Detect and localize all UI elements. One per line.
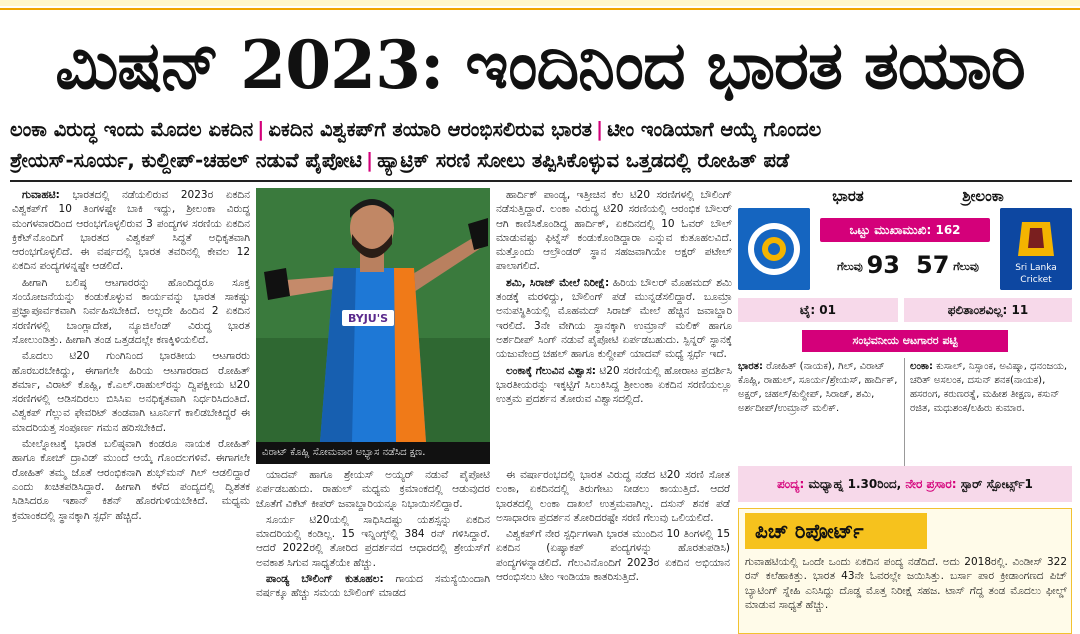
- broadcast-value: ಸ್ಟಾರ್ ಸ್ಪೋರ್ಟ್ಸ್1: [956, 477, 1033, 491]
- paragraph-text: ಗಾಯದ ಸಮಸ್ಯೆಯಿಂದಾಗಿ ವರ್ಷಕ್ಕೂ ಹೆಚ್ಚು ಸಮಯ ಬೌಲಿಂಗ್ ಮಾಡದ: [256, 573, 490, 600]
- sl-logo-text: Cricket: [1020, 275, 1052, 285]
- subhead-part-1: ಲಂಕಾ ವಿರುದ್ಧ ಇಂದು ಮೊದಲ ಏಕದಿನ: [10, 118, 254, 141]
- article-paragraph: [256, 572, 490, 601]
- head-to-head-panel: [738, 186, 1072, 504]
- bcci-logo-icon: [738, 208, 810, 290]
- subhead-part-2: ಏಕದಿನ ವಿಶ್ವಕಪ್‌ಗೆ ತಯಾರಿ ಆರಂಭಿಸಲಿರುವ ಭಾರತ: [268, 118, 592, 141]
- divider: [904, 358, 905, 478]
- subhead-separator: |: [596, 118, 604, 141]
- subhead-part-3: ಟೀಂ ಇಂಡಿಯಾಗೆ ಆಯ್ಕೆ ಗೊಂದಲ: [607, 118, 822, 141]
- sl-logo-text: Sri Lanka: [1015, 263, 1057, 273]
- photo-caption: ವಿರಾಟ್ ಕೊಹ್ಲಿ ಸೋಮವಾರ ಅಭ್ಯಾಸ ನಡೆಸಿದ ಕ್ಷಣ.: [256, 442, 490, 464]
- team-india-label: ಭಾರತ: [832, 187, 864, 205]
- srilanka-wins: [916, 250, 996, 280]
- paragraph-text: ಮೊದಲು ಟಿ20 ಗುಂಗಿನಿಂದ ಭಾರತೀಯ ಆಟಗಾರರು ಹೊರಬರಬೇಕಿದ್ದು, ಈಗಾಗಲೇ ಹಿರಿಯ ಆಟಗಾರರಾದ ರೋಹಿತ್ ಶರ್ಮಾ, ವಿರಾಟ್ ಕೊಹ್ಲಿ, ಕೆ.ಎಲ್.ರಾಹುಲ್‌ರನ್ನು ದ್ವಿಪಕ್ಷೀಯ ಟಿ20 ಸರಣಿಗಳಲ್ಲಿ ಆಡಿಸದಿರಲು ಬಿಸಿಸಿಐ ಅನಧಿಕೃತವಾಗಿ ನಿರ್ಧರಿಸಿದಂತಿದೆ. ವಿಶ್ವಕಪ್ ಗೆಲ್ಲುವ ಫೇವರಿಟ್ ತಂಡವಾಗಿ ಟೂರ್ನಿಗೆ ಕಾಲಿಡಬೇಕಿದ್ದರೆ ಈ ಮಾದರಿಯತ್ತ ಸಂಪೂರ್ಣ ಗಮನ ಹರಿಸಬೇಕಿದೆ.: [12, 350, 250, 434]
- lower-article-block: [256, 468, 732, 634]
- wins-label: ಗೆಲುವು: [837, 260, 863, 273]
- subhead-part-5: ಹ್ಯಾಟ್ರಿಕ್ ಸರಣಿ ಸೋಲು ತಪ್ಪಿಸಿಕೊಳ್ಳುವ ಒತ್ತಡದಲ್ಲಿ ರೋಹಿತ್ ಪಡೆ: [377, 149, 790, 172]
- pitch-report-box: [738, 508, 1072, 634]
- article-paragraph: [12, 188, 250, 274]
- paragraph-text: ಭಾರತದಲ್ಲಿ ನಡೆಯಲಿರುವ 2023ರ ಏಕದಿನ ವಿಶ್ವಕಪ್‌ಗೆ 10 ತಿಂಗಳಷ್ಟೇ ಬಾಕಿ ಇದ್ದು, ಶ್ರೀಲಂಕಾ ವಿರುದ್ಧ ಮಂಗಳವಾರದಿಂದ ಆರಂಭಗೊಳ್ಳಲಿರುವ 3 ಪಂದ್ಯಗಳ ಸರಣಿಯ ಏಕದಿನ ಕ್ರಿಕೆಟ್‌ನೊಂದಿಗೆ ಭಾರತದ ವಿಶ್ವಕಪ್ ಸಿದ್ಧತೆ ಅಧಿಕೃತವಾಗಿ ಆರಂಭಗೊಳ್ಳಲಿದೆ. ಈ ವರ್ಷದಲ್ಲಿ ಭಾರತ ತವರಿನಲ್ಲಿ ಕೇವಲ 12 ಏಕದಿನ ಪಂದ್ಯಗಳನ್ನಷ್ಟೇ ಆಡಲಿದೆ.: [12, 189, 250, 273]
- paragraph-text: ಸೂರ್ಯ ಟಿ20ಯಲ್ಲಿ ಸಾಧಿಸಿದಷ್ಟು ಯಶಸ್ಸನ್ನು ಏಕದಿನ ಮಾದರಿಯಲ್ಲಿ ಕಂಡಿಲ್ಲ. 15 ಇನ್ನಿಂಗ್ಸ್‌ಲ್ಲಿ 384 ರನ್ ಗಳಿಸಿದ್ದಾರೆ. ಆದರೆ 2022ರಲ್ಲಿ ತೋರಿದ ಪ್ರದರ್ಶನದ ಆಧಾರದಲ್ಲಿ ಶ್ರೇಯಸ್‌ಗೆ ಅವಕಾಶ ಸಿಗುವ ಸಾಧ್ಯತೆಯೇ ಹೆಚ್ಚು.: [256, 513, 490, 569]
- sri-lanka-cricket-logo-icon: [1000, 208, 1072, 290]
- headline: ಮಿಷನ್ 2023: ಇಂದಿನಿಂದ ಭಾರತ ತಯಾರಿ: [55, 26, 1025, 104]
- subhead-part-4: ಶ್ರೇಯಸ್-ಸೂರ್ಯ, ಕುಲ್ದೀಪ್-ಚಹಲ್ ನಡುವೆ ಪೈಪೋಟಿ: [10, 149, 363, 172]
- headline-rule: [10, 180, 1072, 182]
- tie-count: ಟೈ: 01: [738, 298, 898, 322]
- india-wins: [820, 250, 900, 280]
- paragraph-text: ಮೇಲ್ನೋಟಕ್ಕೆ ಭಾರತ ಬಲಿಷ್ಠವಾಗಿ ಕಂಡರೂ ನಾಯಕ ರೋಹಿತ್ ಹಾಗೂ ಕೋಚ್ ದ್ರಾವಿಡ್ ಮುಂದೆ ಆಯ್ಕೆ ಗೊಂದಲಗಳಿವೆ. ಈಗಾಗಲೇ ರೋಹಿತ್ ತಮ್ಮ ಜೊತೆ ಆರಂಭಿಕನಾಗಿ ಶುಭ್‌ಮನ್ ಗಿಲ್ ಆಡಲಿದ್ದಾರೆ ಎಂದು ಖಚಿತಪಡಿಸಿದ್ದಾರೆ. ಹೀಗಾಗಿ ಕಳೆದ ಪಂದ್ಯದಲ್ಲಿ ದ್ವಿಶತಕ ಸಿಡಿಸಿದರೂ ಇಶಾನ್ ಕಿಶನ್ ಹೊರಗುಳಿಯಬೇಕಿದೆ. ಮಧ್ಯಮ ಕ್ರಮಾಂಕದಲ್ಲಿ ಸ್ಥಾನಕ್ಕಾಗಿ ಸ್ಪರ್ಧೆ ಹೆಚ್ಚಿದೆ.: [12, 438, 250, 522]
- article-column-1: [12, 188, 250, 634]
- article-paragraph: [12, 437, 250, 523]
- article-column-3: [496, 188, 732, 436]
- subheadline: [10, 114, 1072, 178]
- paragraph-text: ಟಿ20 ಸರಣಿಯಲ್ಲಿ ಹೋರಾಟ ಪ್ರದರ್ಶಿಸಿ ಭಾರತೀಯರನ್ನು ಇಕ್ಕಟ್ಟಿಗೆ ಸಿಲುಕಿಸಿದ್ದ ಶ್ರೀಲಂಕಾ ಏಕದಿನ ಸರಣಿಯಲ್ಲೂ ಉತ್ತಮ ಪ್ರದರ್ಶನ ತೋರುವ ವಿಶ್ವಾಸದಲ್ಲಿದೆ.: [496, 364, 732, 406]
- article-paragraph: [256, 513, 490, 570]
- wins-label: ಗೆಲುವು: [953, 260, 979, 273]
- broadcast-label: ನೇರ ಪ್ರಸಾರ:: [901, 477, 957, 491]
- article-column-2-lower: [256, 468, 490, 634]
- subheading: ಪಾಂಡ್ಯ ಬೌಲಿಂಗ್ ಕುತೂಹಲ:: [266, 573, 384, 586]
- paragraph-text: ಹಾರ್ದಿಕ್ ಪಾಂಡ್ಯ, ಇತ್ತೀಚಿನ ಕೆಲ ಟಿ20 ಸರಣಿಗಳಲ್ಲಿ ಬೌಲಿಂಗ್ ನಡೆಸುತ್ತಿದ್ದಾರೆ. ಲಂಕಾ ವಿರುದ್ಧ ಟಿ20 ಸರಣಿಯಲ್ಲಿ ಆರಂಭಿಕ ಬೌಲರ್ ಆಗಿ ಕಾಣಿಸಿಕೊಂಡಿದ್ದ ಹಾರ್ದಿಕ್, ಏಕದಿನದಲ್ಲಿ 10 ಓವರ್ ಬೌಲ್ ಮಾಡುವಷ್ಟು ಫಿಟ್ನೆಸ್ ಕಂಡುಕೊಂಡಿದ್ದಾರಾ ಎನ್ನುವ ಕುತೂಹಲವಿದೆ. ಮತ್ತೊಂದು ಆಲ್ರೌಂಡರ್ ಸ್ಥಾನ ಸಹಜವಾಗಿಯೇ ಅಕ್ಷರ್ ಪಟೇಲ್ ಪಾಲಾಗಲಿದೆ.: [496, 189, 732, 273]
- jersey-sponsor-text: BYJU'S: [347, 312, 389, 325]
- subhead-separator: |: [366, 149, 374, 172]
- subheading: ಶಮಿ, ಸಿರಾಜ್ ಮೇಲೆ ನಿರೀಕ್ಷೆ:: [506, 276, 610, 289]
- subhead-separator: |: [257, 118, 265, 141]
- article-paragraph: [496, 468, 730, 525]
- timing-value: ಮಧ್ಯಾಹ್ನ 1.30ರಿಂದ,: [804, 477, 902, 491]
- xi-team-label: ಭಾರತ:: [738, 361, 763, 372]
- srilanka-wins-count: 57: [916, 251, 950, 279]
- india-wins-count: 93: [866, 251, 900, 279]
- pitch-report-text: ಗುವಾಹಟಿಯಲ್ಲಿ ಒಂದೇ ಒಂದು ಏಕದಿನ ಪಂದ್ಯ ನಡೆದಿದೆ. ಅದು 2018ರಲ್ಲಿ. ವಿಂಡೀಸ್ 322 ರನ್ ಕಲೆಹಾಕಿತ್ತು. ಭಾರತ 43ನೇ ಓವರಲ್ಲೇ ಜಯಿಸಿತ್ತು. ಬರ್ಸಾ ಪಾರ ಕ್ರೀಡಾಂಗಣದ ಪಿಚ್ ಬ್ಯಾಟಿಂಗ್ ಸ್ನೇಹಿ ಎನಿಸಿದ್ದು ದೊಡ್ಡ ಮೊತ್ತ ನಿರೀಕ್ಷೆ ಸಹಜ. ಟಾಸ್ ಗೆದ್ದ ತಂಡ ಮೊದಲು ಫೀಲ್ಡ್ ಮಾಡುವ ಸಾಧ್ಯತೆ ಹೆಚ್ಚು.: [745, 556, 1067, 611]
- article-paragraph: [496, 188, 732, 274]
- top-rule: [0, 0, 1080, 10]
- dateline: ಗುವಾಹಟಿ:: [22, 189, 60, 201]
- match-timing-bar: [738, 466, 1072, 502]
- article-column-3-lower: [496, 468, 730, 634]
- article-paragraph: [256, 468, 490, 511]
- xi-players: ರೋಹಿತ್ (ನಾಯಕ), ಗಿಲ್, ವಿರಾಟ್ ಕೊಹ್ಲಿ, ರಾಹುಲ್, ಸೂರ್ಯ/ಶ್ರೇಯಸ್, ಹಾರ್ದಿಕ್, ಅಕ್ಷರ್, ಚಹಲ್/ಕುಲ್ದೀಪ್, ಸಿರಾಜ್, ಶಮಿ, ಅರ್ಶದೀಪ್/ಉಮ್ರಾನ್ ಮಲಿಕ್.: [738, 361, 898, 414]
- kohli-illustration: [256, 188, 490, 442]
- no-result-count: ಫಲಿತಾಂಶವಿಲ್ಲ: 11: [904, 298, 1072, 322]
- head-to-head-total: ಒಟ್ಟು ಮುಖಾಮುಖಿ: 162: [820, 218, 990, 242]
- article-paragraph: [12, 349, 250, 435]
- article-paragraph: [12, 276, 250, 347]
- article-paragraph: [496, 276, 732, 362]
- article-paragraph: [496, 364, 732, 407]
- probable-xi-label: ಸಂಭವನೀಯ ಆಟಗಾರರ ಪಟ್ಟಿ: [802, 330, 1008, 352]
- paragraph-text: ಯಾದವ್ ಹಾಗೂ ಶ್ರೇಯಸ್ ಅಯ್ಯರ್ ನಡುವೆ ಪೈಪೋಟಿ ಏರ್ಪಡಬಹುದು. ರಾಹುಲ್ ಮಧ್ಯಮ ಕ್ರಮಾಂಕದಲ್ಲಿ ಆಡುವುದರ ಜೊತೆಗೆ ವಿಕೆಟ್ ಕೀಪರ್ ಜವಾಬ್ದಾರಿಯನ್ನೂ ನಿಭಾಯಿಸಲಿದ್ದಾರೆ.: [256, 469, 490, 510]
- paragraph-text: ಹಿರಿಯ ಬೌಲರ್ ಮೊಹಮದ್ ಶಮಿ ತಂಡಕ್ಕೆ ಮರಳಿದ್ದು, ಬೌಲಿಂಗ್ ಪಡೆ ಮುನ್ನಡೆಸಲಿದ್ದಾರೆ. ಬೂಮ್ರಾ ಅನುಪಸ್ಥಿತಿಯಲ್ಲಿ ಮೊಹಮದ್ ಸಿರಾಜ್ ಮೇಲೆ ಹೆಚ್ಚಿನ ಜವಾಬ್ದಾರಿ ಇರಲಿದೆ. 3ನೇ ವೇಗಿಯ ಸ್ಥಾನಕ್ಕಾಗಿ ಉಮ್ರಾನ್ ಮಲಿಕ್ ಹಾಗೂ ಅರ್ಶದೀಪ್ ಸಿಂಗ್ ನಡುವೆ ಪೈಪೋಟಿ ಏರ್ಪಡಬಹುದು. ಸ್ಪಿನ್ನರ್ ಸ್ಥಾನಕ್ಕೆ ಯಜುವೇಂದ್ರ ಚಹಲ್ ಹಾಗೂ ಕುಲ್ದೀಪ್ ಯಾದವ್ ಮಧ್ಯೆ ಸ್ಪರ್ಧೆ ಇದೆ.: [496, 276, 732, 361]
- timing-label: ಪಂದ್ಯ:: [777, 477, 805, 491]
- team-srilanka-label: ಶ್ರೀಲಂಕಾ: [962, 187, 1004, 205]
- player-photo: [256, 188, 490, 464]
- xi-players: ಕುಸಾಲ್, ನಿಸ್ಸಾಂಕ, ಅವಿಷ್ಕಾ, ಧನಂಜಯ, ಚರಿತ್ ಅಸಲಂಕ, ದಸುನ್ ಶನಕ(ನಾಯಕ), ಹಸರಂಗ, ಕರುಣರತ್ನೆ, ಮಹೀಶ ತೀಕ್ಷಣ, ಕಸುನ್ ರಜಿತ, ಮಧುಶಂಕ/ಲಹಿರು ಕುಮಾರ.: [910, 361, 1068, 414]
- subheading: ಲಂಕಾಕ್ಕೆ ಗೆಲುವಿನ ವಿಶ್ವಾಸ:: [506, 364, 596, 377]
- paragraph-text: ಈ ವರ್ಷಾರಂಭದಲ್ಲಿ ಭಾರತ ವಿರುದ್ಧ ನಡೆದ ಟಿ20 ಸರಣಿ ಸೋತ ಲಂಕಾ, ಏಕದಿನದಲ್ಲಿ ತಿರುಗೇಟು ನೀಡಲು ಕಾಯುತ್ತಿದೆ. ಆದರೆ ಭಾರತದಲ್ಲಿ ಲಂಕಾ ದಾಖಲೆ ಉತ್ತಮವಾಗಿಲ್ಲ. ದಸುನ್ ಶನಕ ಪಡೆ ಅಸಾಧಾರಣ ಪ್ರದರ್ಶನ ತೋರಿದರಷ್ಟೇ ಸರಣಿ ಗೆಲುವು ಒಲಿಯಲಿದೆ.: [496, 469, 730, 524]
- article-paragraph: [496, 527, 730, 584]
- pitch-report-title: ಪಿಚ್ ರಿಪೋರ್ಟ್: [745, 513, 927, 549]
- paragraph-text: ವಿಶ್ವಕಪ್‌ಗೆ ನೇರ ಸ್ಪರ್ಧಿಗಳಾಗಿ ಭಾರತ ಮುಂದಿನ 10 ತಿಂಗಳಲ್ಲಿ 15 ಏಕದಿನ (ಏಷ್ಯಾಕಪ್ ಪಂದ್ಯಗಳನ್ನು ಹೊರತುಪಡಿಸಿ) ಪಂದ್ಯಗಳನ್ನಾಡಲಿದೆ. ಗೆಲುವಿನೊಂದಿಗೆ 2023ರ ಏಕದಿನ ಅಭಿಯಾನ ಆರಂಭಿಸಲು ಟೀಂ ಇಂಡಿಯಾ ಕಾತರಿಸುತ್ತಿದೆ.: [496, 528, 730, 584]
- paragraph-text: ಹೀಗಾಗಿ ಬಲಿಷ್ಠ ಆಟಗಾರರನ್ನು ಹೊಂದಿದ್ದರೂ ಸೂಕ್ತ ಸಂಯೋಜನೆಯನ್ನು ಕಂಡುಕೊಳ್ಳುವ ಕಾರ್ಯವನ್ನು ಭಾರತ ಸಾಕಷ್ಟು ಪ್ರಜ್ಞಾಪೂರ್ವಕವಾಗಿ ನಿರ್ವಹಿಸಬೇಕಿದೆ. ಅಲ್ಲದೇ ಹಿಂದಿನ 2 ಏಕದಿನ ಸರಣಿಗಳಲ್ಲಿ ಬಾಂಗ್ಲಾದೇಶ, ನ್ಯೂಜಿಲೆಂಡ್ ವಿರುದ್ಧ ಭಾರತ ಸೋಲುಂಡಿತ್ತು. ಹೀಗಾಗಿ ತಂಡ ಒತ್ತಡದಲ್ಲೇ ಕಣಕ್ಕಿಳಿಯಲಿದೆ.: [12, 276, 250, 346]
- xi-team-label: ಲಂಕಾ:: [910, 361, 933, 372]
